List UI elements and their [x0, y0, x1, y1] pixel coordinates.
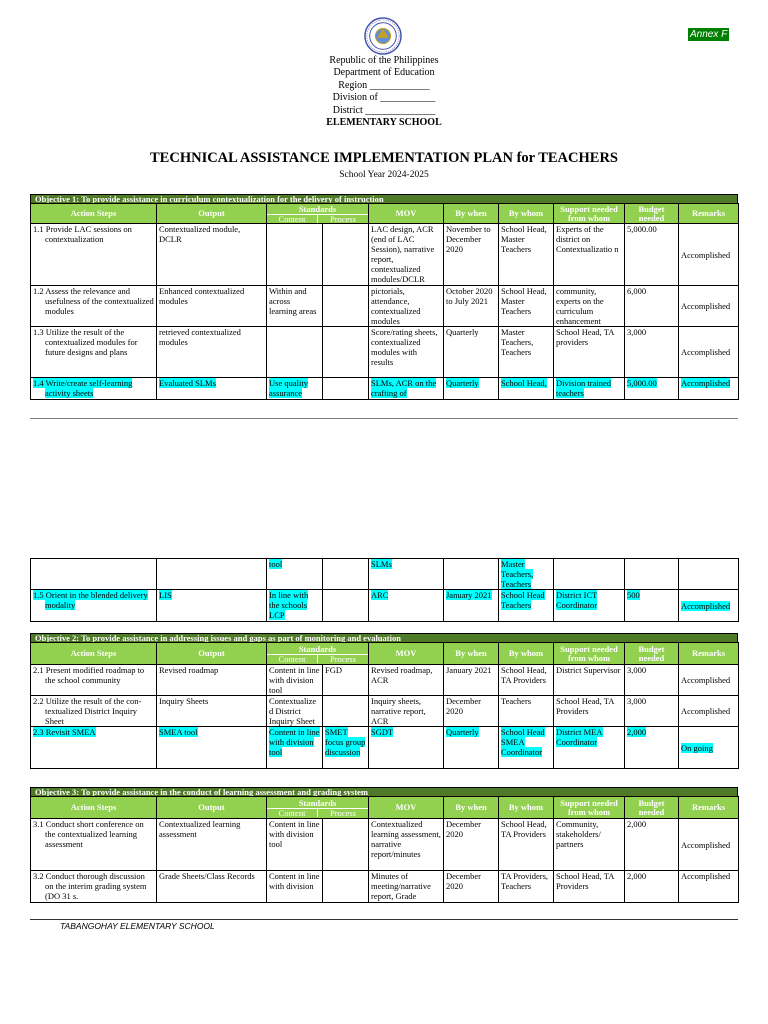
letterhead	[0, 55, 768, 129]
action-step-cell: 1.3 Utilize the result of the contextualized modules for future designs and plans	[31, 327, 157, 378]
remarks-cell: Accomplished	[679, 871, 739, 903]
process-cell	[323, 327, 369, 378]
remarks-cell: Accomplished	[679, 819, 739, 871]
content-text: Use quality assurance	[269, 378, 308, 398]
continuation-table	[30, 558, 739, 622]
whom-cell	[499, 559, 554, 590]
header-mov: MOV	[369, 204, 444, 224]
content-cell: Content in line with division	[267, 871, 323, 903]
whom-text: School Head,	[501, 378, 547, 388]
mov-text: ARC	[371, 590, 389, 600]
process-cell	[323, 559, 369, 590]
content-cell: Content in line with division tool	[267, 819, 323, 871]
mov-cell	[369, 590, 444, 622]
header-support: Support needed from whom	[554, 797, 625, 819]
action-step-cell: 2.2 Utilize the result of the con-textualized District Inquiry Sheet	[31, 696, 157, 727]
output-cell: Contextualized learning assessment	[157, 819, 267, 871]
header-by-whom: By whom	[499, 797, 554, 819]
when-text: January 2021	[446, 590, 492, 600]
objective-1-bar: Objective 1: To provide assistance in curriculum contextualization for the delivery of instruction	[30, 194, 738, 204]
header-action-steps: Action Steps	[31, 643, 157, 665]
whom-cell	[499, 590, 554, 622]
output-cell: Grade Sheets/Class Records	[157, 871, 267, 903]
mov-text: SLMs	[371, 559, 392, 569]
whom-text: Master Teachers, Teachers	[501, 559, 534, 589]
objective-2-table	[30, 642, 739, 769]
support-cell: District Supervisor	[554, 665, 625, 696]
whom-cell	[499, 727, 554, 769]
header-mov: MOV	[369, 797, 444, 819]
table-row	[31, 559, 739, 590]
whom-cell: School Head, Master Teachers	[499, 224, 554, 286]
header-standards	[267, 797, 369, 819]
output-text: LIS	[159, 590, 172, 600]
table-header-row	[31, 643, 739, 665]
table-row	[31, 286, 739, 327]
output-cell: Revised roadmap	[157, 665, 267, 696]
header-by-when: By when	[444, 204, 499, 224]
header-process: Process	[330, 807, 356, 818]
support-text: District ICT Coordinator	[556, 590, 598, 610]
header-budget: Budget needed	[625, 204, 679, 224]
header-by-whom: By whom	[499, 643, 554, 665]
action-step-cell	[31, 590, 157, 622]
action-step-cell	[31, 727, 157, 769]
remarks-cell: Accomplished	[679, 286, 739, 327]
support-cell	[554, 378, 625, 400]
support-text: Division trained teachers	[556, 378, 612, 398]
when-cell	[444, 559, 499, 590]
header-mov: MOV	[369, 643, 444, 665]
when-text: Quarterly	[446, 727, 479, 737]
when-cell: December 2020	[444, 871, 499, 903]
table-header-row	[31, 204, 739, 224]
output-cell	[157, 727, 267, 769]
mov-cell: Score/rating sheets, contextualized modules with results	[369, 327, 444, 378]
header-content: Content	[267, 215, 318, 223]
whom-text: School Head Teachers	[501, 590, 545, 610]
header-by-when: By when	[444, 797, 499, 819]
objective-3-bar: Objective 3: To provide assistance in the conduct of learning assessment and grading system	[30, 787, 738, 797]
process-cell: FGD	[323, 665, 369, 696]
when-cell: December 2020	[444, 696, 499, 727]
remarks-cell: Accomplished	[679, 327, 739, 378]
budget-cell	[625, 590, 679, 622]
table-row	[31, 378, 739, 400]
whom-cell: TA Providers, Teachers	[499, 871, 554, 903]
budget-cell: 3,000	[625, 327, 679, 378]
page-title: TECHNICAL ASSISTANCE IMPLEMENTATION PLAN for TEACHERS	[150, 150, 618, 166]
header-support: Support needed from whom	[554, 204, 625, 224]
objective-3-table	[30, 796, 739, 903]
support-cell: Community, stakeholders/ partners	[554, 819, 625, 871]
objective-2-bar: Objective 2: To provide assistance in addressing issues and gaps as part of monitoring and evaluation	[30, 633, 738, 643]
school-line: ELEMENTARY SCHOOL	[326, 117, 442, 129]
remarks-text: Accomplished	[681, 600, 731, 611]
when-cell	[444, 590, 499, 622]
footer-school-name: TABANGOHAY ELEMENTARY SCHOOL	[60, 921, 215, 931]
mov-cell: Inquiry sheets, narrative report, ACR	[369, 696, 444, 727]
mov-cell: LAC design, ACR (end of LAC Session), narrative report, contextualized modules/DCLR	[369, 224, 444, 286]
content-cell	[267, 727, 323, 769]
remarks-cell	[679, 727, 739, 769]
action-step-text: 1.4 Write/create self-learning activity sheets	[33, 378, 133, 398]
remarks-cell	[679, 590, 739, 622]
support-cell	[554, 590, 625, 622]
output-cell	[157, 378, 267, 400]
mov-cell	[369, 727, 444, 769]
process-cell	[323, 286, 369, 327]
table-header-row	[31, 797, 739, 819]
output-cell	[157, 559, 267, 590]
remarks-cell: Accomplished	[679, 665, 739, 696]
header-budget: Budget needed	[625, 797, 679, 819]
footer-divider	[30, 919, 738, 920]
content-cell: Within and across learning areas	[267, 286, 323, 327]
header-by-whom: By whom	[499, 204, 554, 224]
remarks-cell	[679, 378, 739, 400]
action-step-cell: 3.2 Conduct thorough discussion on the interim grading system (DO 31 s.	[31, 871, 157, 903]
whom-text: School Head SMEA Coordinator	[501, 727, 545, 757]
support-cell: School Head, TA Providers	[554, 696, 625, 727]
header-output: Output	[157, 643, 267, 665]
header-remarks: Remarks	[679, 204, 739, 224]
when-cell: December 2020	[444, 819, 499, 871]
output-cell: Inquiry Sheets	[157, 696, 267, 727]
action-step-cell: 2.1 Present modified roadmap to the school community	[31, 665, 157, 696]
content-cell	[267, 559, 323, 590]
table-row	[31, 224, 739, 286]
mov-text: SGDT	[371, 727, 394, 737]
action-step-cell: 1.1 Provide LAC sessions on contextualization	[31, 224, 157, 286]
district-line: District ______________	[332, 104, 436, 116]
process-cell	[323, 378, 369, 400]
action-step-cell	[31, 559, 157, 590]
whom-cell: Master Teachers, Teachers	[499, 327, 554, 378]
header-process: Process	[330, 213, 356, 224]
region-line: Region ____________	[338, 79, 430, 91]
header-content: Content	[267, 809, 318, 817]
content-text: tool	[269, 559, 283, 569]
division-line: Division of ___________	[332, 92, 436, 104]
content-cell	[267, 590, 323, 622]
support-cell: School Head, TA Providers	[554, 871, 625, 903]
header-output: Output	[157, 204, 267, 224]
header-standards-label: Standards	[267, 799, 368, 809]
header-action-steps: Action Steps	[31, 204, 157, 224]
header-standards-label: Standards	[267, 645, 368, 655]
header-standards	[267, 204, 369, 224]
output-cell: Enhanced contextualized modules	[157, 286, 267, 327]
header-remarks: Remarks	[679, 643, 739, 665]
whom-cell: School Head, Master Teachers	[499, 286, 554, 327]
deped-seal-icon	[364, 17, 402, 55]
process-cell	[323, 590, 369, 622]
budget-cell: 2,000	[625, 819, 679, 871]
table-row	[31, 819, 739, 871]
action-step-cell: 3.1 Conduct short conference on the contextualized learning assessment	[31, 819, 157, 871]
header-budget: Budget needed	[625, 643, 679, 665]
action-step-cell	[31, 378, 157, 400]
header-content: Content	[267, 655, 318, 663]
content-text: Content in line with division tool	[269, 727, 320, 757]
remarks-cell: Accomplished	[679, 224, 739, 286]
header-support: Support needed from whom	[554, 643, 625, 665]
support-cell: community, experts on the curriculum enhancement	[554, 286, 625, 327]
mov-cell: Minutes of meeting/narrative report, Grade	[369, 871, 444, 903]
table-row	[31, 871, 739, 903]
budget-text: 500	[627, 590, 640, 600]
when-cell	[444, 378, 499, 400]
content-text: In line with the schools LCP	[269, 590, 309, 620]
output-cell: Contextualized module, DCLR	[157, 224, 267, 286]
process-cell	[323, 224, 369, 286]
whom-cell: School Head, TA Providers	[499, 819, 554, 871]
table-row	[31, 727, 739, 769]
header-by-when: By when	[444, 643, 499, 665]
when-cell: Quarterly	[444, 327, 499, 378]
remarks-cell: Accomplished	[679, 696, 739, 727]
budget-cell: 6,000	[625, 286, 679, 327]
mov-cell: pictorials, attendance, contextualized modules	[369, 286, 444, 327]
remarks-text: On going	[681, 742, 713, 753]
annex-label: Annex F	[690, 29, 728, 40]
header-output: Output	[157, 797, 267, 819]
content-cell	[267, 327, 323, 378]
budget-text: 5,000.00	[627, 378, 657, 388]
budget-cell	[625, 559, 679, 590]
support-cell	[554, 727, 625, 769]
whom-cell: Teachers	[499, 696, 554, 727]
output-cell: retrieved contextualized modules	[157, 327, 267, 378]
content-cell: Contextualize d District Inquiry Sheet	[267, 696, 323, 727]
content-cell	[267, 224, 323, 286]
budget-cell: 5,000.00	[625, 224, 679, 286]
header-remarks: Remarks	[679, 797, 739, 819]
when-cell: November to December 2020	[444, 224, 499, 286]
mov-text: SLMs, ACR on the crafting of	[371, 378, 437, 398]
budget-cell	[625, 378, 679, 400]
table-row	[31, 590, 739, 622]
header-process: Process	[330, 653, 356, 664]
support-text: District MEA Coordinator	[556, 727, 603, 747]
process-text: SMET focus group discussion	[325, 727, 366, 757]
header-action-steps: Action Steps	[31, 797, 157, 819]
when-text: Quarterly	[446, 378, 479, 388]
action-step-text: 1.5 Orient in the blended delivery modality	[33, 590, 148, 610]
republic-line: Republic of the Philippines	[329, 55, 439, 66]
output-cell	[157, 590, 267, 622]
budget-cell: 3,000	[625, 696, 679, 727]
budget-cell: 2,000	[625, 871, 679, 903]
output-text: SMEA tool	[159, 727, 198, 737]
process-cell	[323, 871, 369, 903]
process-cell	[323, 819, 369, 871]
table-row	[31, 327, 739, 378]
whom-cell: School Head, TA Providers	[499, 665, 554, 696]
objective-1-table	[30, 203, 739, 400]
when-cell: January 2021	[444, 665, 499, 696]
budget-cell	[625, 727, 679, 769]
process-cell	[323, 727, 369, 769]
mov-cell: Contextualized learning assessment, narrative report/minutes	[369, 819, 444, 871]
mov-cell	[369, 378, 444, 400]
department-line: Department of Education	[333, 67, 435, 79]
header-standards	[267, 643, 369, 665]
when-cell	[444, 727, 499, 769]
table-row	[31, 665, 739, 696]
action-step-text: 2.3 Revisit SMEA	[33, 727, 96, 737]
content-cell	[267, 378, 323, 400]
mov-cell: Revised roadmap, ACR	[369, 665, 444, 696]
process-cell	[323, 696, 369, 727]
action-step-cell: 1.2 Assess the relevance and usefulness of the contextualized modules	[31, 286, 157, 327]
budget-cell: 3,000	[625, 665, 679, 696]
support-cell	[554, 559, 625, 590]
support-cell: Experts of the district on Contextualizatio n	[554, 224, 625, 286]
support-cell: School Head, TA providers	[554, 327, 625, 378]
budget-text: 2,000	[627, 727, 647, 737]
remarks-text: Accomplished	[681, 378, 731, 388]
remarks-cell	[679, 559, 739, 590]
output-text: Evaluated SLMs	[159, 378, 216, 388]
whom-cell	[499, 378, 554, 400]
mov-cell	[369, 559, 444, 590]
school-year: School Year 2024-2025	[339, 170, 429, 180]
when-cell: October 2020 to July 2021	[444, 286, 499, 327]
page-break-line	[30, 418, 738, 419]
content-cell: Content in line with division tool	[267, 665, 323, 696]
table-row	[31, 696, 739, 727]
header-standards-label: Standards	[267, 205, 368, 215]
